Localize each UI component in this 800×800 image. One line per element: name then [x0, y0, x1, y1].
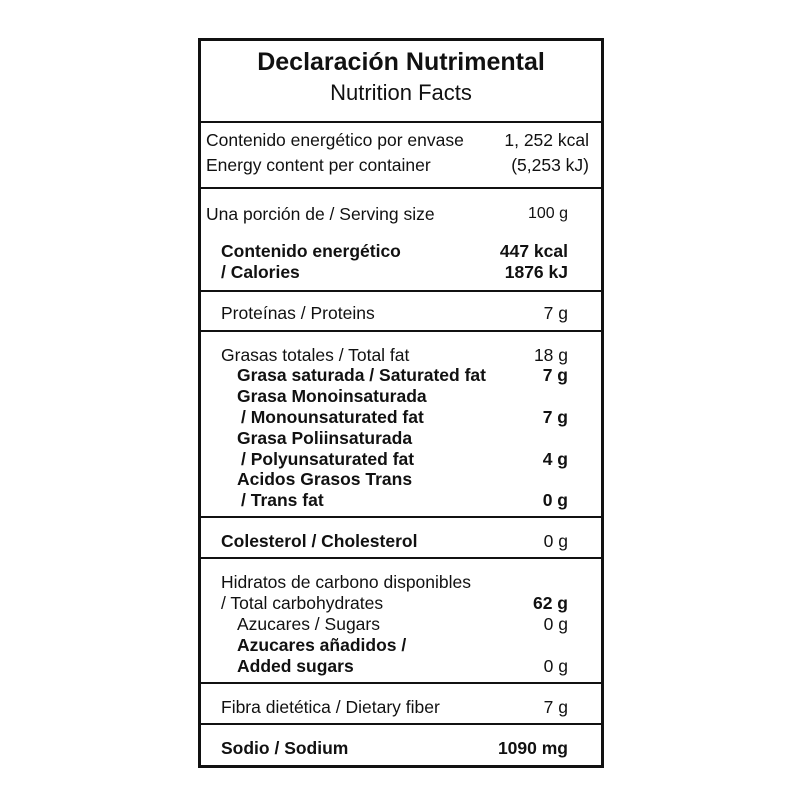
energy-per-container-label-en: Energy content per container — [206, 155, 431, 175]
nutrition-facts-label — [198, 38, 604, 768]
energy-kcal: 447 kcal — [499, 241, 568, 261]
divider — [201, 187, 601, 189]
sodium-label: Sodio / Sodium — [221, 738, 349, 758]
title-english: Nutrition Facts — [330, 80, 472, 105]
energy-label-en: / Calories — [221, 262, 300, 282]
trans-fat-label-en: / Trans fat — [241, 490, 324, 510]
divider — [201, 682, 601, 684]
serving-size-label: Una porción de / Serving size — [206, 204, 435, 224]
energy-per-container-kj: (5,253 kJ) — [511, 155, 589, 175]
cholesterol-value: 0 g — [543, 531, 568, 551]
divider — [201, 330, 601, 332]
divider — [201, 121, 601, 123]
added-sugars-label-es: Azucares añadidos / — [237, 635, 407, 655]
poly-fat-value: 4 g — [542, 449, 568, 469]
energy-label-es: Contenido energético — [221, 241, 401, 261]
mono-fat-label-es: Grasa Monoinsaturada — [237, 386, 427, 406]
added-sugars-value: 0 g — [543, 656, 568, 676]
sodium-value: 1090 mg — [497, 738, 568, 758]
sugars-value: 0 g — [543, 614, 568, 634]
carbs-label-en: / Total carbohydrates — [221, 593, 384, 613]
poly-fat-label-es: Grasa Poliinsaturada — [237, 428, 413, 448]
fiber-value: 7 g — [543, 697, 568, 717]
mono-fat-value: 7 g — [542, 407, 568, 427]
poly-fat-label-en: / Polyunsaturated fat — [241, 449, 415, 469]
energy-per-container-kcal: 1, 252 kcal — [504, 130, 589, 150]
saturated-fat-label: Grasa saturada / Saturated fat — [237, 365, 486, 385]
protein-label: Proteínas / Proteins — [221, 303, 375, 323]
protein-value: 7 g — [543, 303, 568, 323]
divider — [201, 516, 601, 518]
trans-fat-label-es: Acidos Grasos Trans — [237, 469, 413, 489]
total-fat-value: 18 g — [533, 345, 568, 365]
carbs-value: 62 g — [532, 593, 568, 613]
energy-per-container-label-es: Contenido energético por envase — [206, 130, 464, 150]
fiber-label: Fibra dietética / Dietary fiber — [221, 697, 440, 717]
trans-fat-value: 0 g — [542, 490, 568, 510]
cholesterol-label: Colesterol / Cholesterol — [221, 531, 418, 551]
saturated-fat-value: 7 g — [542, 365, 568, 385]
divider — [201, 557, 601, 559]
title-spanish: Declaración Nutrimental — [257, 48, 545, 76]
mono-fat-label-en: / Monounsaturated fat — [241, 407, 424, 427]
total-fat-label: Grasas totales / Total fat — [221, 345, 410, 365]
added-sugars-label-en: Added sugars — [237, 656, 354, 676]
divider — [201, 290, 601, 292]
energy-kj: 1876 kJ — [504, 262, 568, 282]
sugars-label: Azucares / Sugars — [237, 614, 380, 634]
carbs-label-es: Hidratos de carbono disponibles — [221, 572, 472, 592]
serving-size-value: 100 g — [527, 205, 568, 222]
divider — [201, 723, 601, 725]
